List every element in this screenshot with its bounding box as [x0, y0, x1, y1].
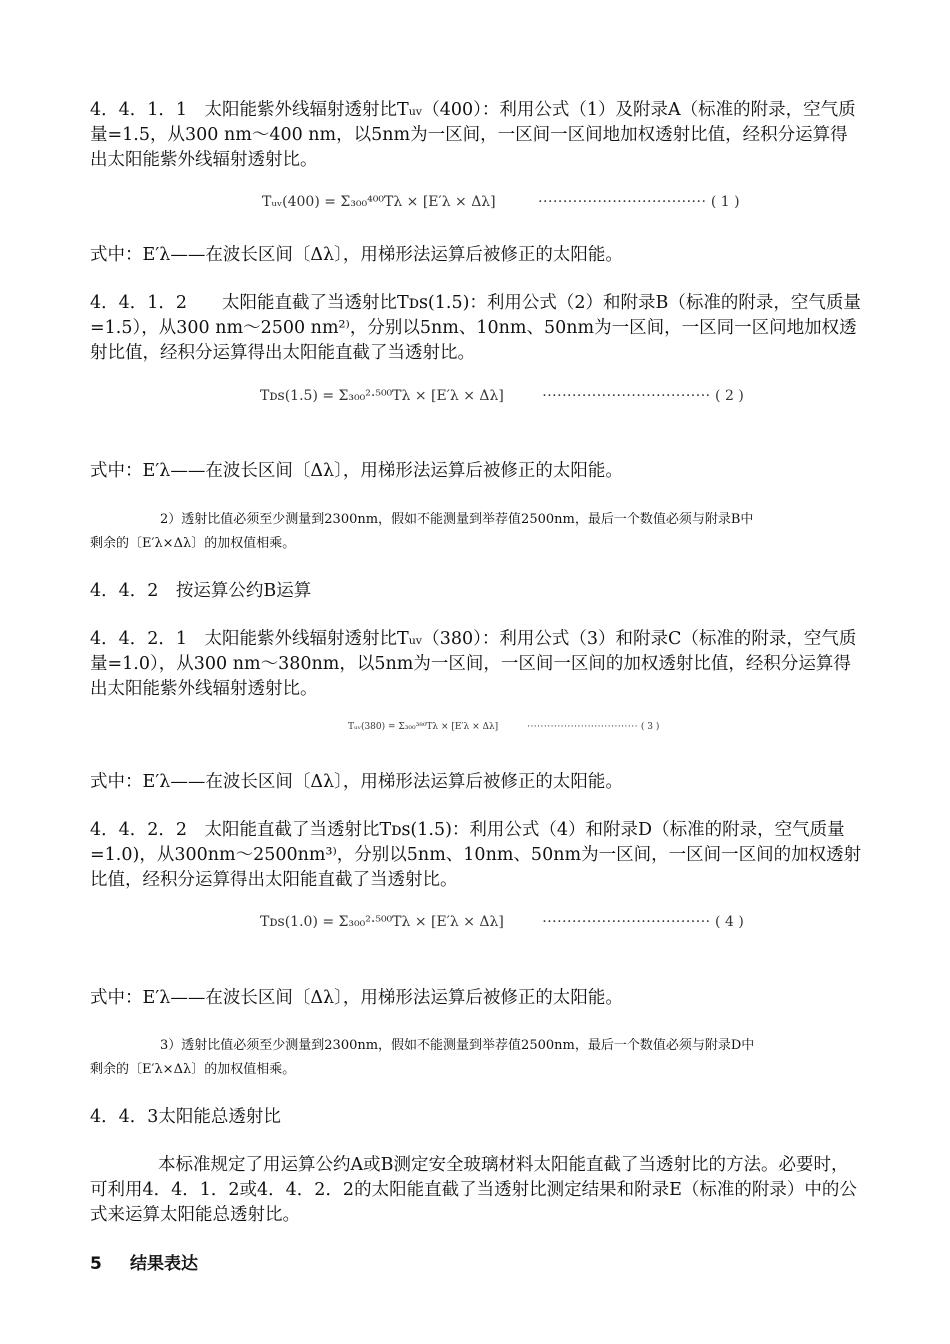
formula-1-number: ( 1 )	[710, 194, 740, 210]
footnote-2-line-2: 剩余的〔E′λ×Δλ〕的加权值相乘。	[90, 536, 296, 551]
section-heading-4-4-2: 4．4．2 按运算公约B运算	[90, 581, 312, 601]
clause-4-4-1-1: 4．4．1．1 太阳能紫外线辐射透射比Tᵤᵥ（400）：利用公式（1）及附录A（标准的附录，空气质量=1.5，从300 nm～400 nm，以5nm为一区间，一区间一区间地加权透射比值，经积分运算得出太阳能紫外线辐射透射比。	[90, 100, 856, 170]
where-clause-2: 式中：E′λ——在波长区间〔Δλ〕，用梯形法运算后被修正的太阳能。	[90, 461, 623, 481]
clause-4-4-2-2: 4．4．2．2 太阳能直截了当透射比Tᴅꜱ(1.5)：利用公式（4）和附录D（标准的附录，空气质量=1.0)，从300nm～2500nm³⁾，分别以5nm、10nm、50nm为一区间，一区间一区间的加权透射比值，经积分运算得出太阳能直截了当透射比。	[90, 820, 862, 890]
footnote-3-line-1: 3）透射比值必须至少测量到2300nm，假如不能测量到举荐值2500nm，最后一个数值必须与附录D中	[160, 1038, 755, 1053]
section-4-4-3-body: 本标准规定了用运算公约A或B测定安全玻璃材料太阳能直截了当透射比的方法。必要时，可利用4．4．1．2或4．4．2．2的太阳能直截了当透射比测定结果和附录E（标准的附录）中的公式来运算太阳能总透射比。	[90, 1155, 857, 1225]
footnote-2-line-1: 2）透射比值必须至少测量到2300nm，假如不能测量到举荐值2500nm，最后一个数值必须与附录B中	[160, 512, 754, 527]
formula-4-number: ( 4 )	[715, 914, 744, 930]
where-clause-3: 式中：E′λ——在波长区间〔Δλ〕，用梯形法运算后被修正的太阳能。	[90, 772, 623, 792]
formula-4	[260, 914, 744, 930]
section-5-title: 结果表达	[130, 1254, 198, 1274]
formula-1-expression: Tᵤᵥ(400) = Σ₃₀₀⁴⁰⁰Tλ × [E′λ × Δλ]	[262, 194, 496, 210]
where-clause-1: 式中：E′λ——在波长区间〔Δλ〕，用梯形法运算后被修正的太阳能。	[90, 245, 623, 265]
formula-1	[262, 194, 740, 210]
section-heading-4-4-3: 4．4．3太阳能总透射比	[90, 1107, 281, 1127]
formula-3-number: ( 3 )	[640, 722, 660, 732]
clause-4-4-2-1: 4．4．2．1 太阳能紫外线辐射透射比Tᵤᵥ（380）：利用公式（3）和附录C（标准的附录，空气质量=1.0），从300 nm～380nm，以5nm为一区间，一区间一区间的加权透射比值，经积分运算得出太阳能紫外线辐射透射比。	[90, 629, 857, 699]
formula-2-number: ( 2 )	[715, 388, 744, 404]
formula-2-leader: ··································	[542, 388, 711, 404]
section-5-heading	[90, 1249, 198, 1274]
footnote-3-line-2: 剩余的〔E′λ×Δλ〕的加权值相乘。	[90, 1062, 296, 1077]
formula-3-leader: ·································	[527, 722, 638, 732]
formula-1-leader: ··································	[538, 194, 707, 210]
footnote-3	[90, 1034, 862, 1082]
formula-2-expression: Tᴅꜱ(1.5) = Σ₃₀₀²·⁵⁰⁰Tλ × [E′λ × Δλ]	[260, 388, 504, 404]
formula-3	[348, 722, 659, 732]
formula-4-leader: ··································	[542, 914, 711, 930]
clause-4-4-1-2: 4．4．1．2 太阳能直截了当透射比Tᴅꜱ(1.5)：利用公式（2）和附录B（标准的附录，空气质量=1.5），从300 nm～2500 nm²⁾，分别以5nm、10nm、50nm为一区间，一区同一区问地加权透射比值，经积分运算得出太阳能直截了当透射比。	[90, 293, 861, 363]
where-clause-4: 式中：E′λ——在波长区间〔Δλ〕，用梯形法运算后被修正的太阳能。	[90, 988, 623, 1008]
footnote-2	[90, 508, 862, 556]
section-5-number: 5	[90, 1254, 102, 1274]
formula-3-expression: Tᵤᵥ(380) = Σ₃₀₀³⁸⁰Tλ × [E′λ × Δλ]	[348, 722, 499, 732]
formula-2	[260, 388, 744, 404]
formula-4-expression: Tᴅꜱ(1.0) = Σ₃₀₀²·⁵⁰⁰Tλ × [E′λ × Δλ]	[260, 914, 504, 930]
